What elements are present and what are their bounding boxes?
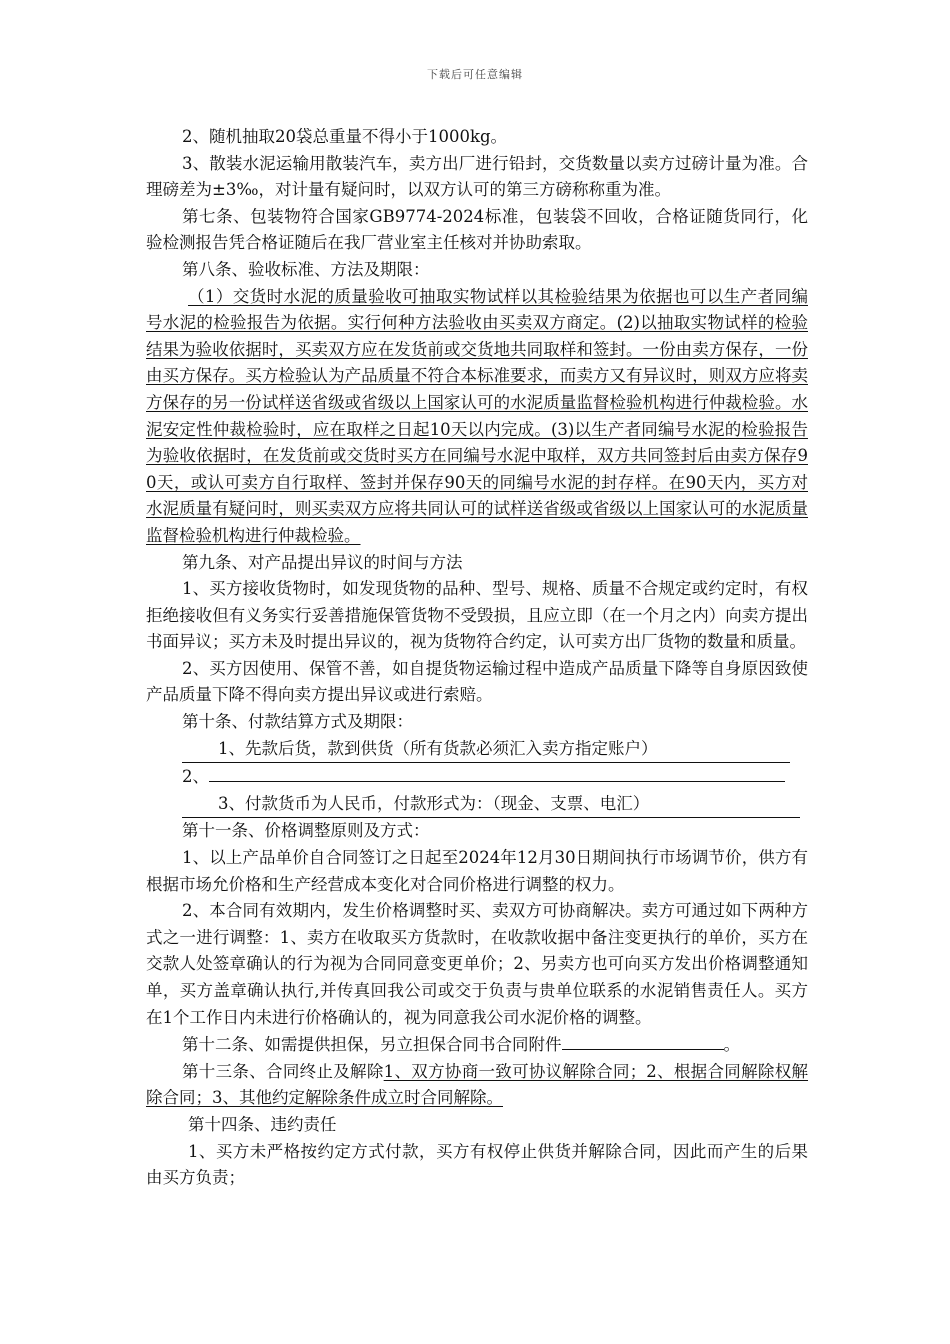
page-header: 下载后可任意编辑 (427, 68, 523, 81)
article-14-heading: 第十四条、违约责任 (188, 1114, 337, 1134)
article-14-item-1: 1、买方未严格按约定方式付款，买方有权停止供货并解除合同，因此而产生的后果由买方负责； (146, 1141, 808, 1188)
article-10-heading: 第十条、付款结算方式及期限： (182, 712, 413, 732)
payment-item-3-text: 3、付款货币为人民币，付款形式为：（现金、支票、电汇） (182, 791, 800, 819)
article-13-heading: 第十三条、合同终止及解除 (182, 1061, 384, 1081)
article-7-packaging: 第七条、包装物符合国家GB9774-2024标准，包装袋不回收，合格证随货同行，化验检测报告凭合格证随后在我厂营业室主任核对并协助索取。 (146, 206, 808, 253)
article-13-terms: 1、双方协商一致可协议解除合同；2、根据合同解除权解除合同；3、其他约定解除条件成立时合同解除。 (146, 1061, 809, 1108)
article-9-heading: 第九条、对产品提出异议的时间与方法 (182, 552, 463, 572)
article-12 (146, 1031, 808, 1059)
payment-item-3 (146, 791, 808, 819)
article-11-heading: 第十一条、价格调整原则及方式： (182, 821, 430, 841)
payment-item-1-text: 1、先款后货，款到供货（所有货款必须汇入卖方指定账户） (182, 736, 790, 764)
clause-bulk-transport: 3、散装水泥运输用散装汽车，卖方出厂进行铅封，交货数量以卖方过磅计量为准。合理磅差为±3‰，对计量有疑问时，以双方认可的第三方磅称称重为准。 (146, 153, 808, 200)
article-11-item-1: 1、以上产品单价自合同签订之日起至2024年12月30日期间执行市场调节价，供方有根据市场允价格和生产经营成本变化对合同价格进行调整的权力。 (146, 848, 808, 894)
article-12-end: 。 (723, 1035, 740, 1055)
contract-body (146, 124, 808, 1192)
payment-item-1 (146, 736, 808, 764)
article-9-item-2: 2、买方因使用、保管不善，如自提货物运输过程中造成产品质量下降等自身原因致使产品质量下降不得向卖方提出异议或进行索赔。 (146, 658, 808, 705)
article-11-item-2: 2、本合同有效期内，发生价格调整时买、卖双方可协商解决。卖方可通过如下两种方式之一进行调整：1、卖方在收取买方货款时，在收款收据中备注变更执行的单价，买方在交款人处签章确认的行为视为合同同意变更单价；2、另卖方也可向买方发出价格调整通知单，买方盖章确认执行,并传真回我公司或交于负责与贵单位联系的水泥销售责任人。买方在1个工作日内未进行价格确认的，视为同意我公司水泥价格的调整。 (146, 901, 808, 1027)
acceptance-text-underlined: （1）交货时水泥的质量验收可抽取实物试样以其检验结果为依据也可以生产者同编号水泥的检验报告为依据。实行何种方法验收由买卖双方商定。(2)以抽取实物试样的检验结果为验收依据时，买卖双方应在发货前或交货地共同取样和签封。一份由卖方保存，一份由买方保存。买方检验认为产品质量不符合本标准要求，而卖方又有异议时，则双方应将卖方保存的另一份试样送省级或省级以上国家认可的水泥质量监督检验机构进行仲裁检验。水泥安定性仲裁检验时，应在取样之日起10天以内完成。(3)以生产者同编号水泥的检验报告为验收依据时，在发货前或交货时买方在同编号水泥中取样，双方共同签封后由卖方保存90天，或认可卖方自行取样、签封并保存90天的同编号水泥的封存样。在90天内，买方对水泥质量有疑问时，则买卖双方应将共同认可的试样送省级或省级以上国家认可的水泥质量监督检验机构进行仲裁检验。 (146, 286, 808, 545)
payment-item-2 (146, 763, 808, 791)
article-12-text: 第十二条、如需提供担保，另立担保合同书合同附件 (182, 1035, 562, 1055)
clause-sample-weight: 2、随机抽取20袋总重量不得小于1000kg。 (182, 127, 508, 146)
article-8-heading: 第八条、验收标准、方法及期限： (182, 259, 430, 279)
payment-item-2-blank[interactable] (209, 763, 785, 782)
article-13 (146, 1059, 808, 1112)
article-9-item-1: 1、买方接收货物时，如发现货物的品种、型号、规格、质量不合规定或约定时，有权拒绝接收但有义务实行妥善措施保管货物不受毁损，且应立即（在一个月之内）向卖方提出书面异议；买方未及时提出异议的，视为货物符合约定，认可卖方出厂货物的数量和质量。 (146, 579, 808, 652)
payment-item-2-label: 2、 (182, 767, 209, 787)
guarantee-attachment-blank[interactable] (562, 1031, 724, 1050)
article-8-acceptance-text (146, 284, 808, 550)
